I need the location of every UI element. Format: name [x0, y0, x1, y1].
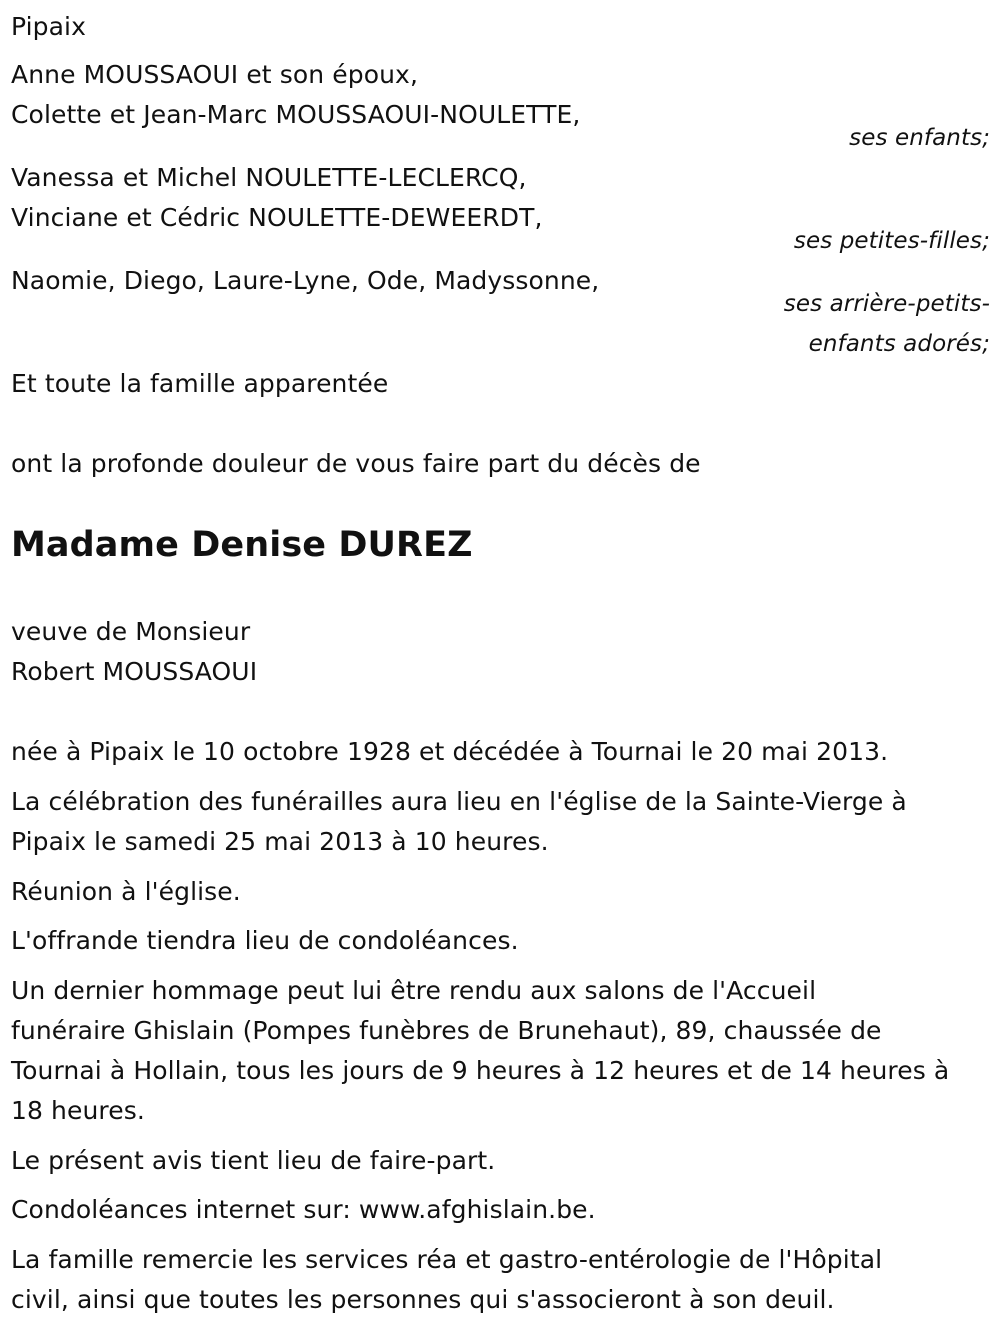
- deceased-name: Madame Denise DUREZ: [11, 525, 473, 565]
- granddaughters-line-1: Vanessa et Michel NOULETTE-LECLERCQ,: [11, 163, 527, 192]
- offering-note: L'offrande tiendra lieu de condoléances.: [11, 926, 519, 955]
- tribute-line-2: funéraire Ghislain (Pompes funèbres de Brunehaut), 89, chaussée de: [11, 1016, 882, 1045]
- funeral-line-2: Pipaix le samedi 25 mai 2013 à 10 heures.: [11, 827, 549, 856]
- great-grandchildren-line: Naomie, Diego, Laure-Lyne, Ode, Madyssonne,: [11, 266, 600, 295]
- children-line-2: Colette et Jean-Marc MOUSSAOUI-NOULETTE,: [11, 100, 581, 129]
- funeral-line-1: La célébration des funérailles aura lieu en l'église de la Sainte-Vierge à: [11, 787, 907, 816]
- children-line-1: Anne MOUSSAOUI et son époux,: [11, 60, 418, 89]
- announcement-text: ont la profonde douleur de vous faire part du décès de: [11, 449, 701, 478]
- great-grandchildren-role-line-1: ses arrière-petits-: [783, 291, 990, 317]
- town-heading: Pipaix: [11, 12, 87, 41]
- meeting-place: Réunion à l'église.: [11, 877, 241, 906]
- tribute-line-1: Un dernier hommage peut lui être rendu aux salons de l'Accueil: [11, 976, 817, 1005]
- extended-family: Et toute la famille apparentée: [11, 369, 389, 398]
- thanks-line-2: civil, ainsi que toutes les personnes qui s'associeront à son deuil.: [11, 1285, 835, 1314]
- thanks-line-1: La famille remercie les services réa et gastro-entérologie de l'Hôpital: [11, 1245, 883, 1274]
- notice-text: Le présent avis tient lieu de faire-part.: [11, 1146, 496, 1175]
- spouse-line-2: Robert MOUSSAOUI: [11, 657, 258, 686]
- granddaughters-role: ses petites-filles;: [793, 228, 990, 254]
- condolences-text: Condoléances internet sur: www.afghislain.be.: [11, 1195, 596, 1224]
- tribute-line-4: 18 heures.: [11, 1096, 145, 1125]
- children-role: ses enfants;: [849, 125, 990, 151]
- tribute-line-3: Tournai à Hollain, tous les jours de 9 heures à 12 heures et de 14 heures à: [11, 1056, 950, 1085]
- spouse-line-1: veuve de Monsieur: [11, 617, 251, 646]
- birth-death-dates: née à Pipaix le 10 octobre 1928 et décédée à Tournai le 20 mai 2013.: [11, 737, 889, 766]
- great-grandchildren-role-line-2: enfants adorés;: [808, 331, 990, 357]
- granddaughters-line-2: Vinciane et Cédric NOULETTE-DEWEERDT,: [11, 203, 543, 232]
